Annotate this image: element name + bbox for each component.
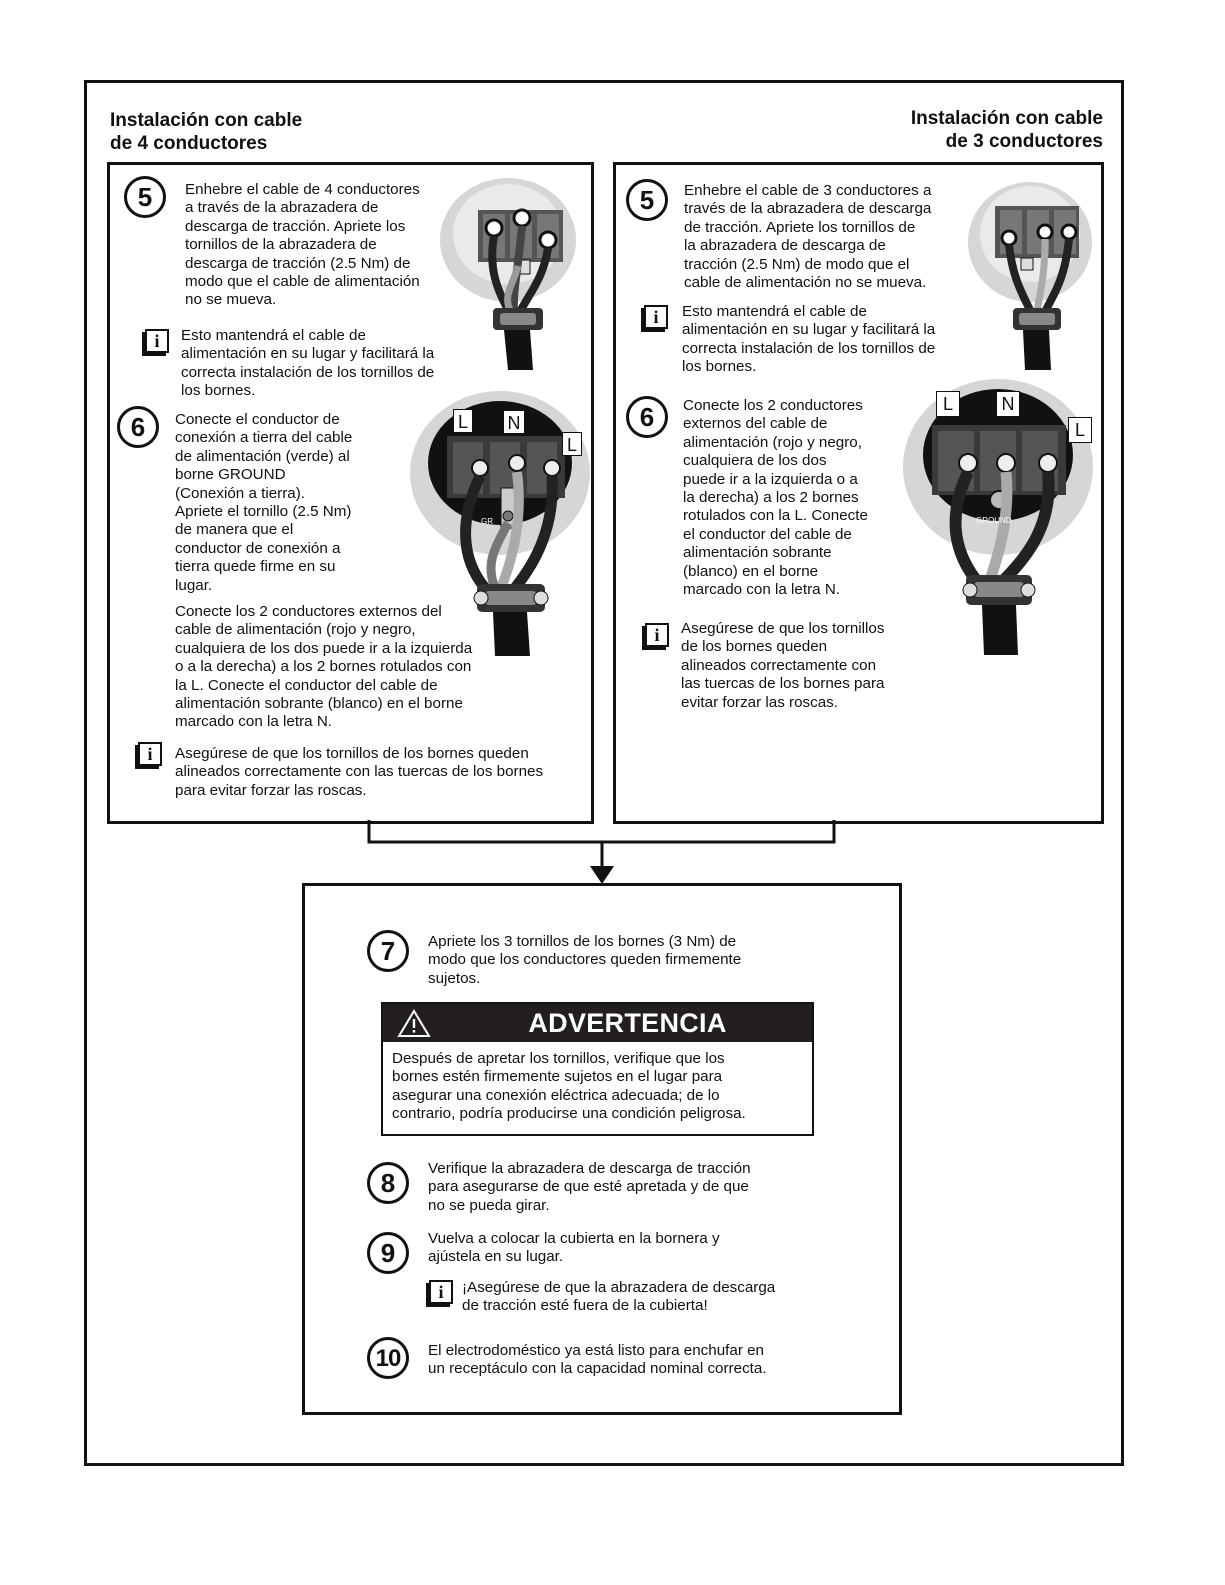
step-9-text: Vuelva a colocar la cubierta en la bornera y ajústela en su lugar. [428,1230,720,1266]
step-6-number: 6 [117,406,159,448]
warning-text: Después de apretar los tornillos, verifique que los bornes estén firmemente sujetos en el lugar para asegurar una conexión eléctrica adecuada; de lo contrario, podría producirse una condición peligrosa. [392,1050,746,1123]
bottom-info-text: ¡Asegúrese de que la abrazadera de descarga de tracción esté fuera de la cubierta! [462,1279,776,1315]
svg-text:GROUND: GROUND [976,516,1012,525]
right-info-2-text: Asegúrese de que los tornillos de los bornes queden alineados correctamente con las tuercas de los bornes para evitar forzar las roscas. [681,620,885,711]
step-6-number: 6 [626,396,668,438]
svg-text:GR: GR [481,517,493,526]
warning-title: ADVERTENCIA [528,1008,727,1038]
info-icon: i [145,329,169,353]
step-5-number: 5 [626,179,668,221]
flow-connector-arrow [360,820,850,890]
info-icon: i [138,742,162,766]
left-step-6-continued-text: Conecte los 2 conductores externos del cable de alimentación (rojo y negro, cualquiera de los dos puede ir a la izquierda o a la derecha) a los 2 bornes rotulados con la L. Conecte el conductor del cable de alimentación sobrante (blanco) en el borne marcado con la letra N. [175,603,473,731]
warning-box [381,1002,814,1136]
right-step-6-text: Conecte los 2 conductores externos del cable de alimentación (rojo y negro, cualquiera de los dos puede ir a la izquierda o a la derecha) a los 2 bornes rotulados con la L. Conecte el conductor del cable de alimentación sobrante (blanco) en el borne marcado con la letra N. [683,397,868,599]
step-7-text: Apriete los 3 tornillos de los bornes (3 Nm) de modo que los conductores queden firmemente sujetos. [428,933,742,987]
step-10-text: El electrodoméstico ya está listo para enchufar en un receptáculo con la capacidad nominal correcta. [428,1342,767,1378]
terminal-label-l: L [562,432,582,456]
terminal-label-n: N [996,391,1020,417]
step-7-number: 7 [367,930,409,972]
terminal-label-l: L [453,409,473,433]
step-10-number: 10 [367,1337,409,1379]
right-terminal-block-illustration-1 [965,170,1095,370]
terminal-label-l: L [1068,417,1092,443]
step-5-number: 5 [124,176,166,218]
left-step-5-text: Enhebre el cable de 4 conductores a través de la abrazadera de descarga de tracción. Apriete los tornillos de la abrazadera de descarga de tracción (2.5 Nm) de modo que el cable de alimentación no se mueva. [185,181,420,309]
warning-header [383,1004,812,1042]
step-8-text: Verifique la abrazadera de descarga de tracción para asegurarse de que esté apretada y de que no se pueda girar. [428,1160,751,1214]
info-icon: i [645,623,669,647]
info-icon: i [644,305,668,329]
right-section-header: Instalación con cable de 3 conductores [910,108,1103,152]
right-info-1-text: Esto mantendrá el cable de alimentación en su lugar y facilitará la correcta instalación de los tornillos de los bornes. [682,303,936,376]
terminal-label-n: N [503,410,525,434]
left-info-1-text: Esto mantendrá el cable de alimentación en su lugar y facilitará la correcta instalación de los tornillos de los bornes. [181,327,435,400]
terminal-label-l: L [936,391,960,417]
info-icon: i [429,1280,453,1304]
step-8-number: 8 [367,1162,409,1204]
step-9-number: 9 [367,1232,409,1274]
left-section-header: Instalación con cable de 4 conductores [110,110,303,154]
left-info-2-text: Asegúrese de que los tornillos de los bornes queden alineados correctamente con las tuercas de los bornes para evitar forzar las roscas. [175,745,544,799]
left-step-6-text: Conecte el conductor de conexión a tierra del cable de alimentación (verde) al borne GROUND (Conexión a tierra). Apriete el tornillo (2.5 Nm) de manera que el conductor de conexión a tierra quede firme en su lugar. [175,411,353,594]
right-step-5-text: Enhebre el cable de 3 conductores a través de la abrazadera de descarga de tracción. Apriete los tornillos de la abrazadera de descarga de tracción (2.5 Nm) de modo que el cable de alimentación no se mueva. [684,182,932,292]
